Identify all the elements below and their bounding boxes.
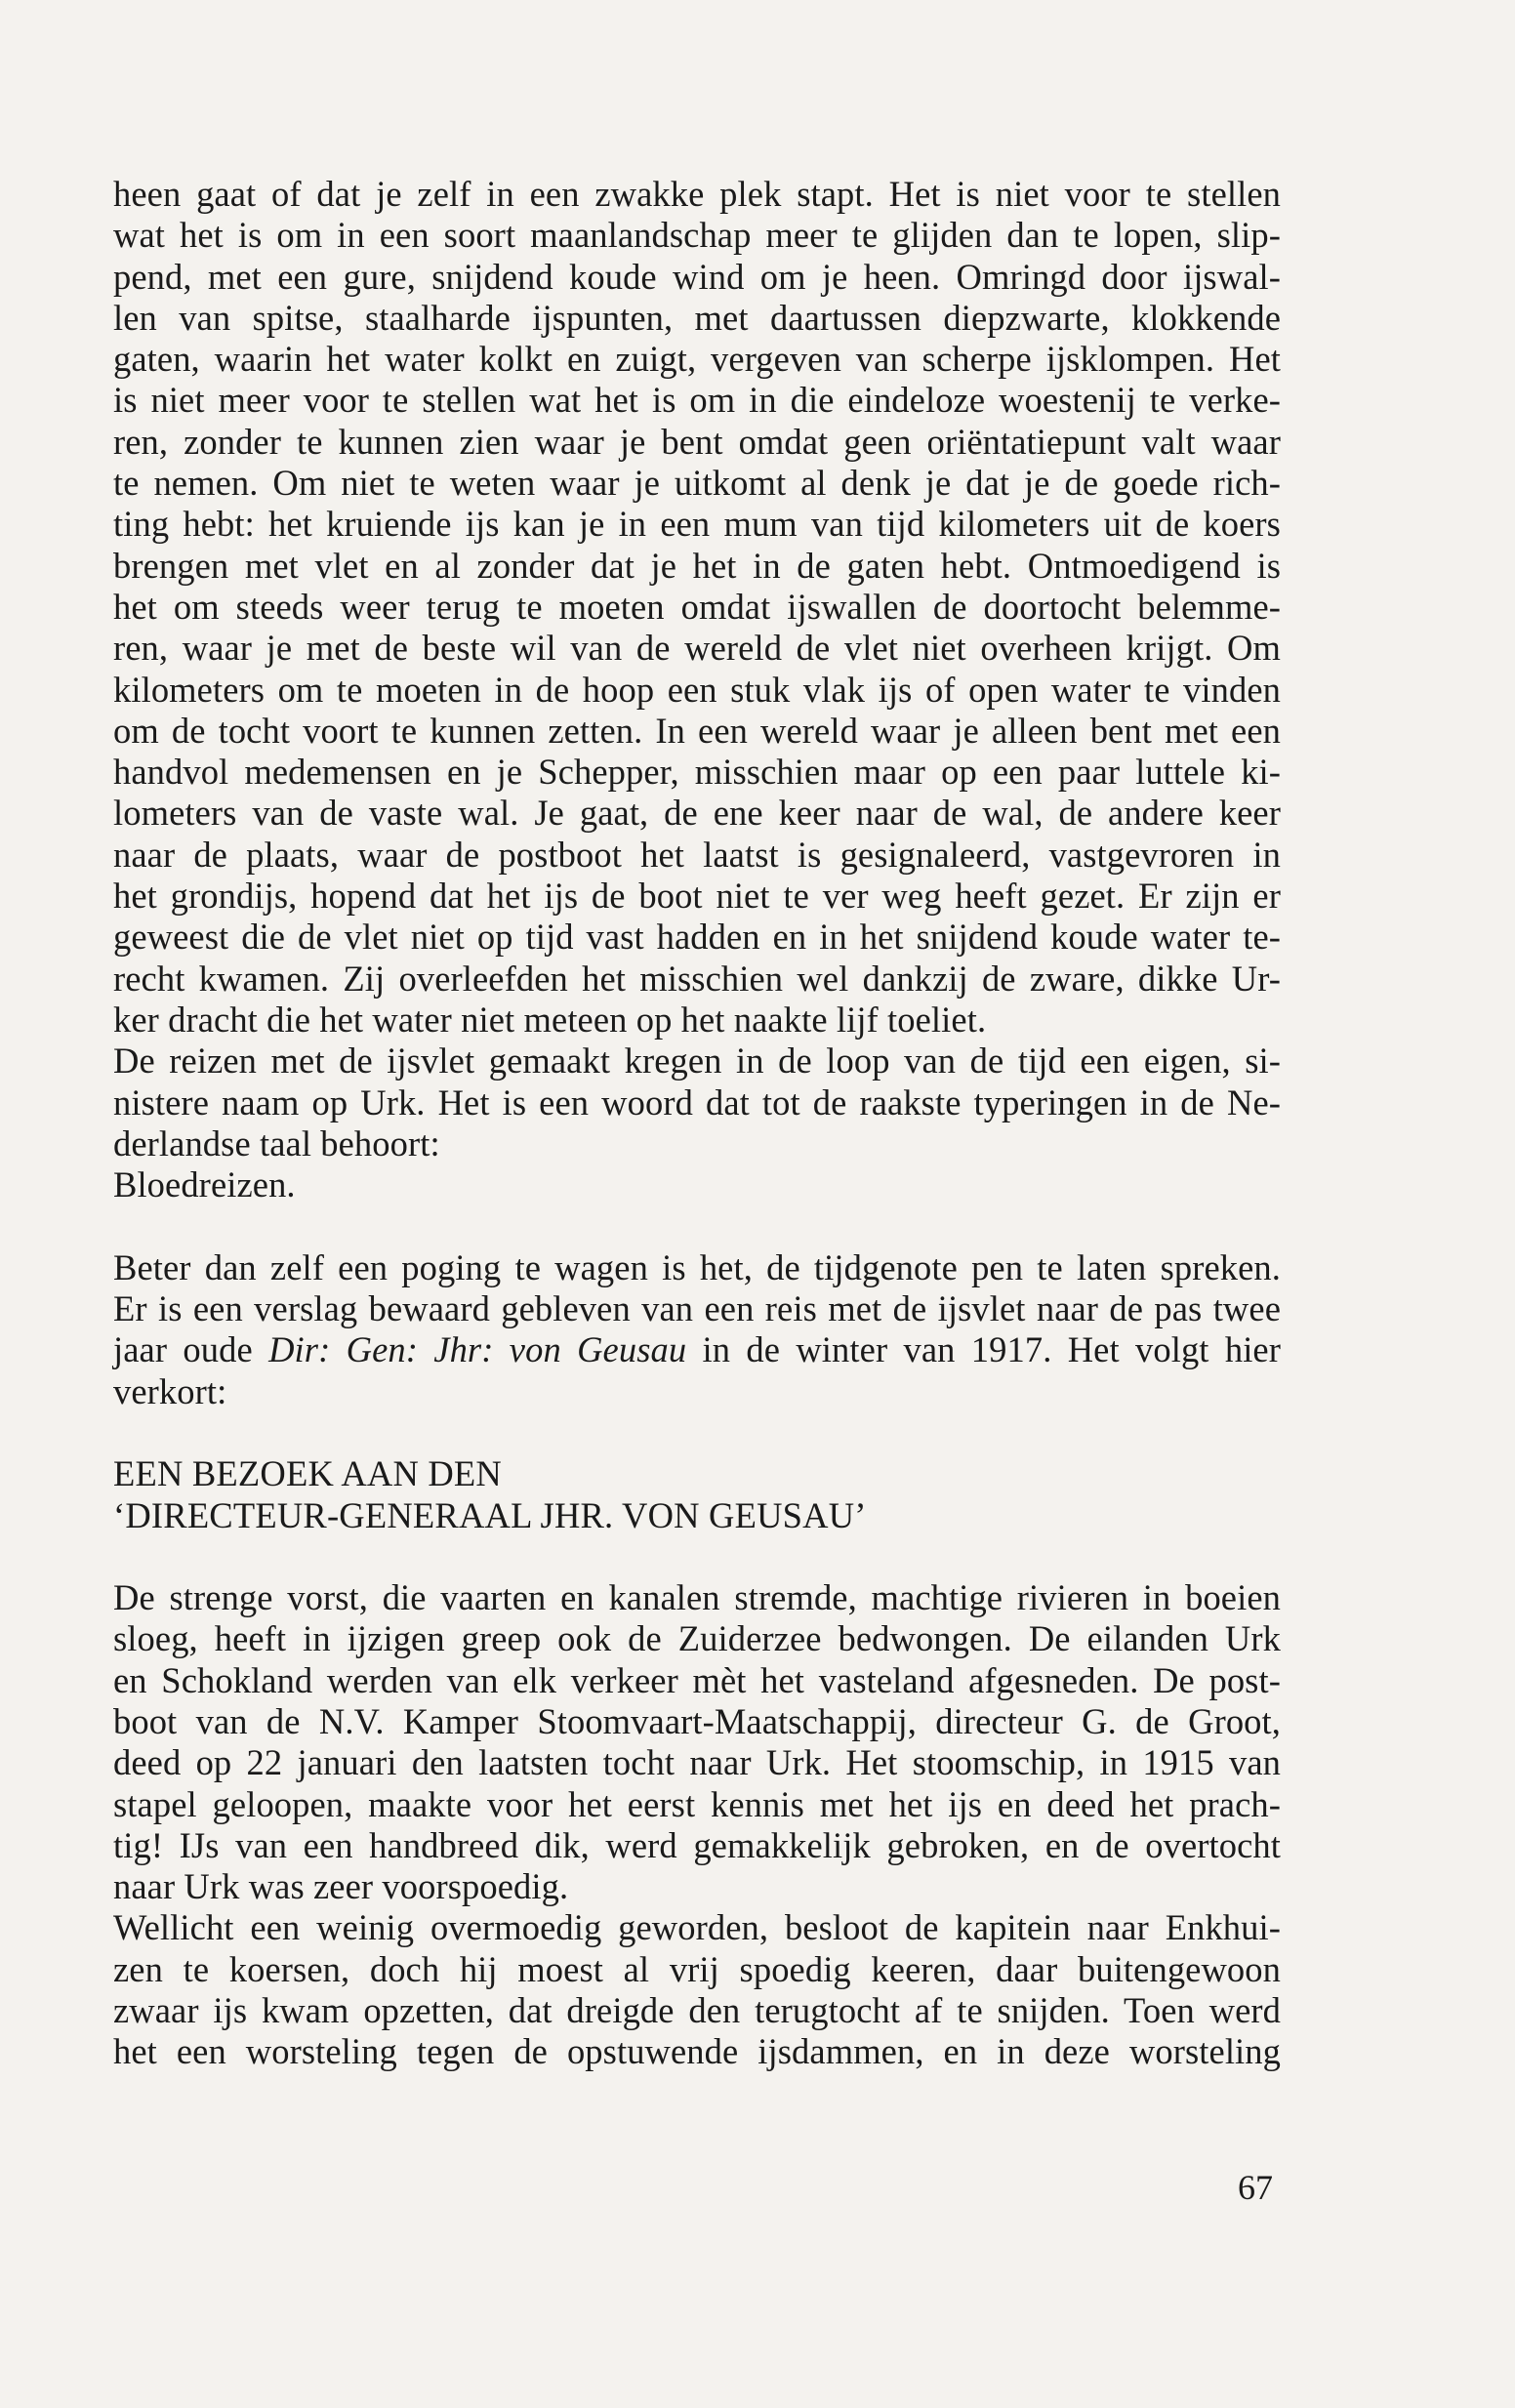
text-line: is niet meer voor te stellen wat het is om in die eindeloze woestenij te verke- bbox=[113, 380, 1281, 421]
paragraph-1 bbox=[113, 174, 1281, 1041]
text-line: ren, waar je met de beste wil van de wereld de vlet niet overheen krijgt. Om bbox=[113, 628, 1281, 669]
paragraph-5 bbox=[113, 1907, 1281, 2072]
text-line: recht kwamen. Zij overleefden het misschien wel dankzij de zware, dikke Ur- bbox=[113, 958, 1281, 999]
text-line: te nemen. Om niet te weten waar je uitkomt al denk je dat je de goede rich- bbox=[113, 463, 1281, 504]
text-line: handvol medemensen en je Schepper, misschien maar op een paar luttele ki- bbox=[113, 752, 1281, 793]
text-line: ren, zonder te kunnen zien waar je bent omdat geen oriëntatiepunt valt waar bbox=[113, 421, 1281, 462]
text-fragment: jaar oude bbox=[113, 1329, 253, 1370]
text-line: nistere naam op Urk. Het is een woord dat tot de raakste typeringen in de Ne- bbox=[113, 1082, 1281, 1122]
text-line: ker dracht die het water niet meteen op het naakte lijf toeliet. bbox=[113, 999, 987, 1040]
page-text bbox=[113, 174, 1281, 2073]
text-line: en Schokland werden van elk verkeer mèt het vasteland afgesneden. De post- bbox=[113, 1659, 1281, 1700]
text-line: brengen met vlet en al zonder dat je het in de gaten hebt. Ontmoedigend is bbox=[113, 545, 1281, 586]
section-heading bbox=[113, 1453, 1281, 1536]
text-line: om de tocht voort te kunnen zetten. In een wereld waar je alleen bent met een bbox=[113, 710, 1281, 751]
text-line: pend, met een gure, snijdend koude wind om je heen. Omringd door ijswal- bbox=[113, 256, 1281, 297]
text-line: wat het is om in een soort maanlandschap meer te glijden dan te lopen, slip- bbox=[113, 215, 1281, 256]
page-number: 67 bbox=[1238, 2168, 1273, 2207]
text-line: Wellicht een weinig overmoedig geworden, besloot de kapitein naar Enkhui- bbox=[113, 1907, 1281, 1948]
paragraph-gap bbox=[113, 1205, 1281, 1246]
text-fragment: in de winter van 1917. Het volgt hier bbox=[702, 1329, 1281, 1370]
paragraph-2 bbox=[113, 1041, 1281, 1205]
text-line: boot van de N.V. Kamper Stoomvaart-Maatschappij, directeur G. de Groot, bbox=[113, 1700, 1281, 1741]
text-line: deed op 22 januari den laatsten tocht naar Urk. Het stoomschip, in 1915 van bbox=[113, 1742, 1281, 1783]
text-line: len van spitse, staalharde ijspunten, met daartussen diepzwarte, klokkende bbox=[113, 297, 1281, 338]
text-line: derlandse taal behoort: bbox=[113, 1122, 440, 1163]
paragraph-gap bbox=[113, 1412, 1281, 1453]
heading-line: EEN BEZOEK AAN DEN bbox=[113, 1453, 502, 1494]
text-line: geweest die de vlet niet op tijd vast hadden en in het snijdend koude water te- bbox=[113, 917, 1281, 958]
text-line bbox=[113, 1329, 1281, 1370]
paragraph-3 bbox=[113, 1247, 1281, 1412]
text-line: lometers van de vaste wal. Je gaat, de ene keer naar de wal, de andere keer bbox=[113, 793, 1281, 834]
text-line: kilometers om te moeten in de hoop een stuk vlak ijs of open water te vinden bbox=[113, 669, 1281, 710]
text-line: verkort: bbox=[113, 1370, 227, 1411]
heading-line: ‘DIRECTEUR-GENERAAL JHR. VON GEUSAU’ bbox=[113, 1494, 867, 1535]
text-line: tig! IJs van een handbreed dik, werd gemakkelijk gebroken, en de overtocht bbox=[113, 1824, 1281, 1865]
text-line: sloeg, heeft in ijzigen greep ook de Zuiderzee bedwongen. De eilanden Urk bbox=[113, 1618, 1281, 1659]
italic-title: Dir: Gen: Jhr: von Geusau bbox=[268, 1329, 687, 1370]
text-line: zen te koersen, doch hij moest al vrij spoedig keeren, daar buitengewoon bbox=[113, 1948, 1281, 1989]
text-line: het grondijs, hopend dat het ijs de boot niet te ver weg heeft gezet. Er zijn er bbox=[113, 876, 1281, 917]
text-line: naar de plaats, waar de postboot het laatst is gesignaleerd, vastgevroren in bbox=[113, 834, 1281, 875]
text-line: zwaar ijs kwam opzetten, dat dreigde den terugtocht af te snijden. Toen werd bbox=[113, 1990, 1281, 2031]
text-line: naar Urk was zeer voorspoedig. bbox=[113, 1866, 569, 1907]
text-line: ting hebt: het kruiende ijs kan je in een mum van tijd kilometers uit de koers bbox=[113, 504, 1281, 545]
text-line: De strenge vorst, die vaarten en kanalen stremde, machtige rivieren in boeien bbox=[113, 1577, 1281, 1618]
text-line: stapel geloopen, maakte voor het eerst kennis met het ijs en deed het prach- bbox=[113, 1783, 1281, 1824]
text-line: het om steeds weer terug te moeten omdat ijswallen de doortocht belemme- bbox=[113, 586, 1281, 627]
text-line: Bloedreizen. bbox=[113, 1164, 296, 1205]
text-line: Beter dan zelf een poging te wagen is het, de tijdgenote pen te laten spreken. bbox=[113, 1246, 1281, 1287]
paragraph-4 bbox=[113, 1577, 1281, 1907]
paragraph-gap bbox=[113, 1536, 1281, 1577]
text-line: De reizen met de ijsvlet gemaakt kregen in de loop van de tijd een eigen, si- bbox=[113, 1041, 1281, 1082]
text-line: Er is een verslag bewaard gebleven van een reis met de ijsvlet naar de pas twee bbox=[113, 1288, 1281, 1329]
text-line: het een worsteling tegen de opstuwende ijsdammen, en in deze worsteling bbox=[113, 2031, 1281, 2072]
text-line: gaten, waarin het water kolkt en zuigt, vergeven van scherpe ijsklompen. Het bbox=[113, 339, 1281, 380]
text-line: heen gaat of dat je zelf in een zwakke plek stapt. Het is niet voor te stellen bbox=[113, 174, 1281, 214]
